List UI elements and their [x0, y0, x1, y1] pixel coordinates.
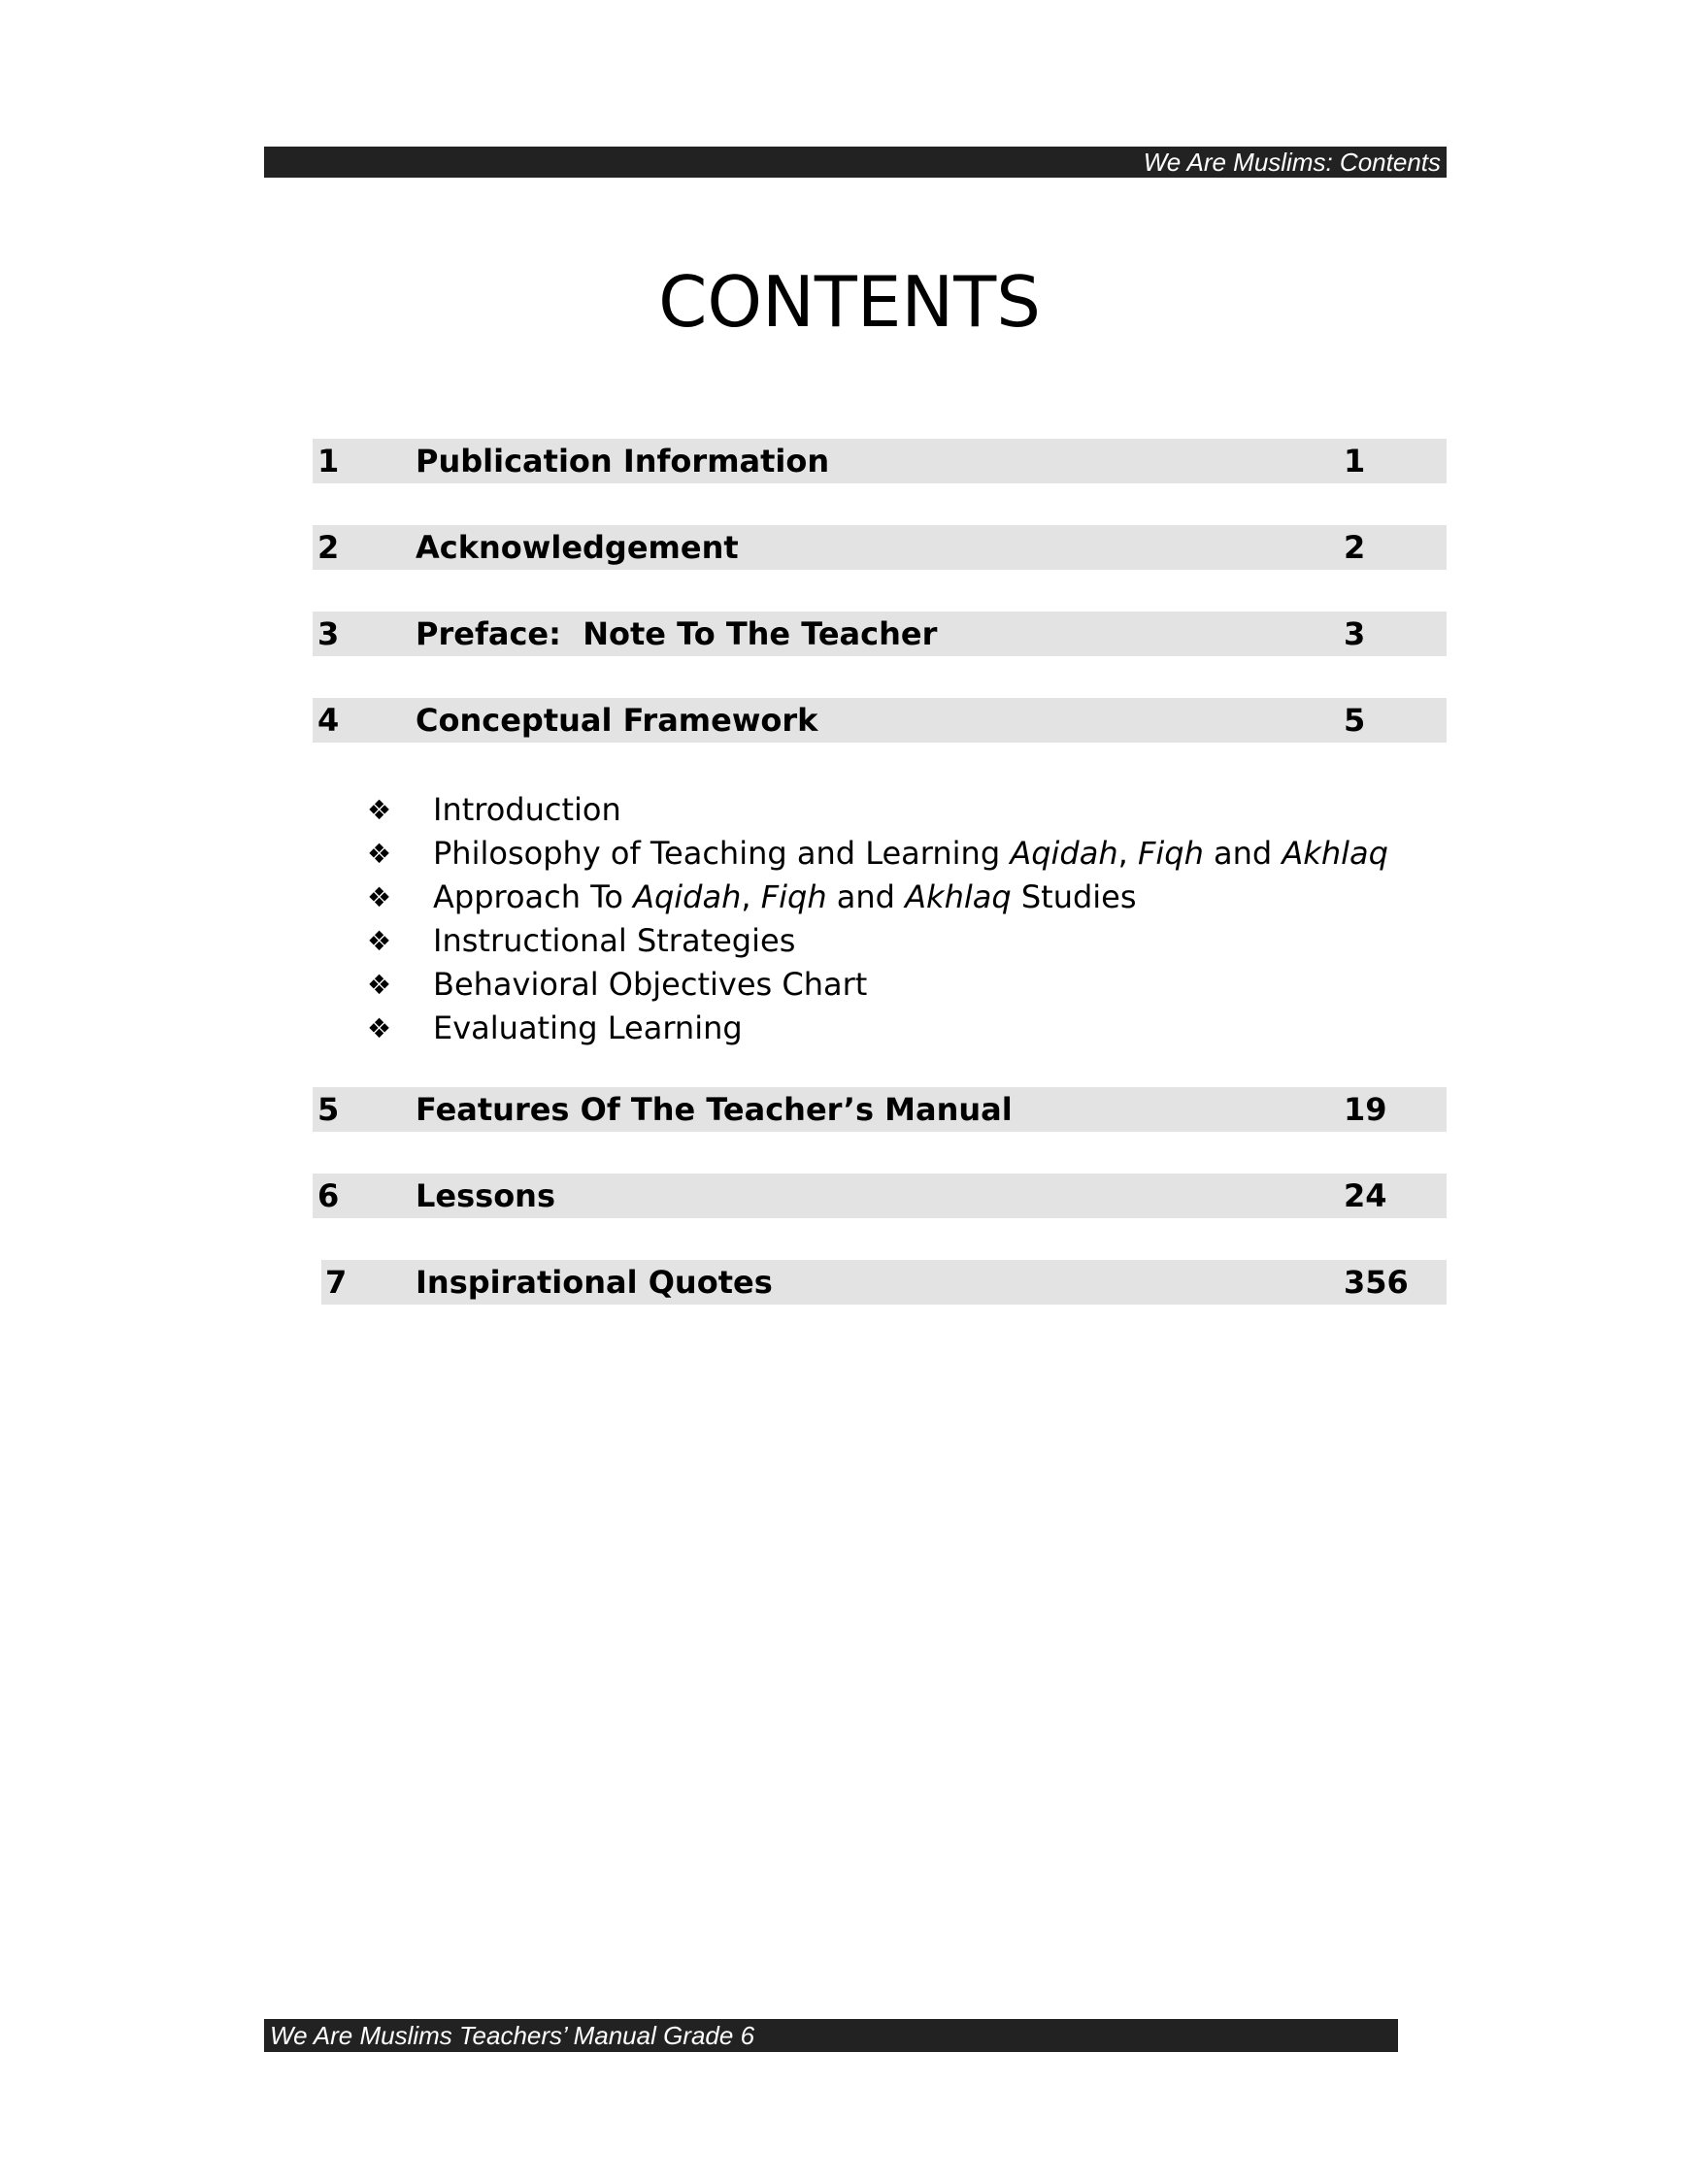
diamond-bullet-icon: ❖ [367, 881, 392, 913]
toc-entry-title: Inspirational Quotes [416, 1264, 773, 1301]
toc-entry[interactable] [321, 1260, 1447, 1305]
toc-entry-number: 1 [317, 443, 340, 480]
toc-entry-number: 3 [317, 615, 340, 652]
toc-entry[interactable] [313, 698, 1447, 743]
subsection-label: Evaluating Learning [433, 1009, 743, 1046]
toc-entry[interactable] [313, 612, 1447, 656]
diamond-bullet-icon: ❖ [367, 969, 392, 1001]
toc-entry-title: Acknowledgement [416, 529, 739, 566]
toc-entry-number: 5 [317, 1091, 340, 1128]
footer-bar [264, 2019, 1398, 2052]
toc-entry-page: 24 [1344, 1177, 1387, 1214]
toc-entry-page: 2 [1344, 529, 1366, 566]
diamond-bullet-icon: ❖ [367, 1012, 392, 1044]
toc-entry[interactable] [313, 1087, 1447, 1132]
toc-entry-page: 19 [1344, 1091, 1387, 1128]
toc-entry-title: Preface: Note To The Teacher [416, 615, 938, 652]
toc-entry-title: Publication Information [416, 443, 830, 480]
toc-entry-number: 2 [317, 529, 340, 566]
toc-entry-number: 6 [317, 1177, 340, 1214]
subsection-label: Introduction [433, 791, 621, 828]
toc-entry-title: Lessons [416, 1177, 555, 1214]
running-header: We Are Muslims: Contents [1143, 148, 1441, 177]
toc-entry-number: 7 [325, 1264, 348, 1301]
diamond-bullet-icon: ❖ [367, 838, 392, 870]
toc-entry[interactable] [313, 439, 1447, 483]
subsection-label: Instructional Strategies [433, 922, 796, 959]
toc-entry[interactable] [313, 525, 1447, 570]
toc-entry-page: 1 [1344, 443, 1366, 480]
header-bar [264, 147, 1447, 178]
diamond-bullet-icon: ❖ [367, 925, 392, 957]
page-title: CONTENTS [658, 261, 1041, 343]
toc-entry-page: 5 [1344, 702, 1366, 739]
toc-entry-title: Conceptual Framework [416, 702, 818, 739]
toc-entry-page: 3 [1344, 615, 1366, 652]
toc-entry-title: Features Of The Teacher’s Manual [416, 1091, 1013, 1128]
subsection-label: Approach To Aqidah, Fiqh and Akhlaq Studies [433, 878, 1137, 915]
toc-entry[interactable] [313, 1174, 1447, 1218]
toc-entry-page: 356 [1344, 1264, 1409, 1301]
toc-entry-number: 4 [317, 702, 340, 739]
diamond-bullet-icon: ❖ [367, 794, 392, 826]
subsection-label: Behavioral Objectives Chart [433, 966, 868, 1003]
running-footer: We Are Muslims Teachers’ Manual Grade 6 [270, 2021, 755, 2050]
subsection-label: Philosophy of Teaching and Learning Aqidah, Fiqh and Akhlaq [433, 835, 1388, 872]
